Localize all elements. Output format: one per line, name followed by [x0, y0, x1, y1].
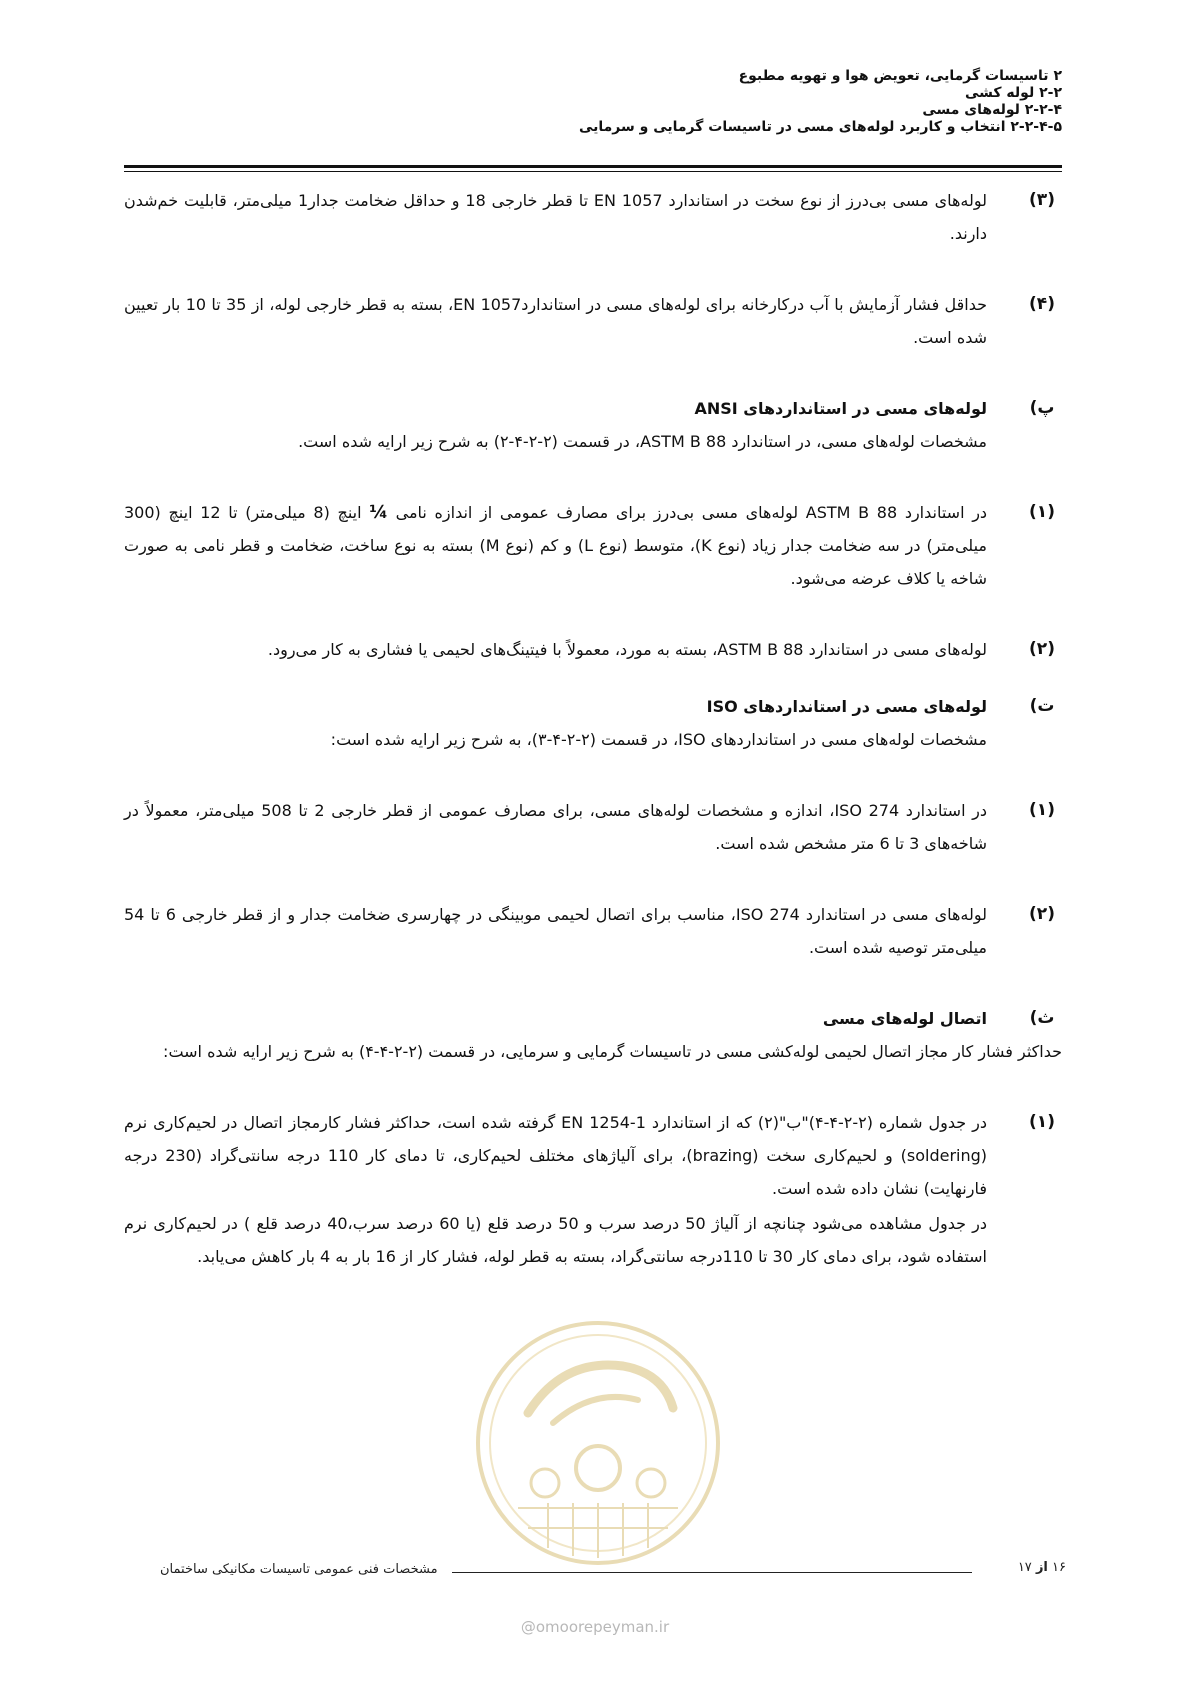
page-of-label: از: [1035, 1560, 1048, 1575]
item-text: در جدول شماره (۲-۲-۴-۴)"ب"(۲) که از استاندارد EN 1254-1 گرفته شده است، حداکثر فشار کارمجاز اتصال در لحیم‌کاری نرم (soldering) و لحیم‌کاری سخت (brazing)، برای آلیاژهای مختلف لحیم‌کاری، تا دمای کار 110 درجه سانتی‌گراد (230 درجه فارنهایت) نشان داده شده است.: [124, 1113, 988, 1198]
item-t1: [124, 794, 1062, 860]
item-note: در جدول مشاهده می‌شود چنانچه از آلیاژ 50 درصد سرب و 50 درصد قلع (یا 60 درصد سرب،40 درصد قلع ) در لحیم‌کاری نرم استفاده شود، برای دمای کار 30 تا 110درجه سانتی‌گراد، بسته به قطر لوله، فشار کار از 16 بار به 4 بار کاهش می‌یابد.: [124, 1214, 988, 1266]
item-number: (۲): [1029, 639, 1055, 659]
header-subsection: ۲-۲-۴ لوله‌های مسی: [922, 102, 1062, 118]
item-text: در استاندارد ISO 274، اندازه و مشخصات لوله‌های مسی، برای مصارف عمومی از قطر خارجی 2 تا 508 میلی‌متر، معمولاً در شاخه‌های 3 تا 6 متر مشخص شده است.: [124, 801, 988, 853]
section-letter: ت): [1029, 696, 1055, 716]
header-topic: ۲-۲-۴-۵ انتخاب و کاربرد لوله‌های مسی در تاسیسات گرمایی و سرمایی: [578, 119, 1062, 135]
item-number: (۱): [1029, 1112, 1055, 1132]
section-p: [124, 392, 1062, 458]
footer-document-title: مشخصات فنی عمومی تاسیسات مکانیکی ساختمان: [160, 1562, 438, 1577]
item-number: (۲): [1029, 904, 1055, 924]
footer-page-number: [1018, 1560, 1066, 1575]
section-intro: حداکثر فشار کار مجاز اتصال لحیمی لوله‌کشی مسی در تاسیسات گرمایی و سرمایی، در قسمت (۲-۲-۴-۴) به شرح زیر ارایه شده است:: [163, 1042, 1062, 1061]
section-title: لوله‌های مسی در استانداردهای ISO: [706, 697, 987, 716]
section-intro: مشخصات لوله‌های مسی، در استاندارد ASTM B 88، در قسمت (۲-۲-۴-۲) به شرح زیر ارایه شده است.: [298, 432, 987, 451]
item-number: (۱): [1029, 502, 1055, 522]
item-text-part-b: اینچ (8 میلی‌متر) تا 12 اینچ (300 میلی‌متر) در سه ضخامت جدار زیاد (نوع K)، متوسط (نوع L) و کم (نوع M) بسته به نوع ساخت، ضخامت و قطر نامی به صورت شاخه یا کلاف عرضه می‌شود.: [124, 503, 987, 588]
page-total: ۱۷: [1017, 1560, 1032, 1575]
section-th: [124, 1002, 1062, 1068]
section-intro: مشخصات لوله‌های مسی در استانداردهای ISO، در قسمت (۲-۲-۴-۳)، به شرح زیر ارایه شده است:: [330, 730, 987, 749]
item-text-part-a: در استاندارد ASTM B 88 لوله‌های مسی بی‌درز برای مصارف عمومی از اندازه نامی: [395, 503, 988, 522]
item-number: (۱): [1029, 800, 1055, 820]
item-text: حداقل فشار آزمایش با آب درکارخانه برای لوله‌های مسی در استانداردEN 1057، بسته به قطر خارجی لوله، از 35 تا 10 بار تعیین شده است.: [124, 295, 988, 347]
section-title: لوله‌های مسی در استانداردهای ANSI: [694, 399, 987, 418]
item-text: لوله‌های مسی در استاندارد ASTM B 88، بسته به مورد، معمولاً با فیتینگ‌های لحیمی یا فشاری به کار می‌رود.: [267, 640, 987, 659]
page-current: ۱۶: [1052, 1560, 1066, 1575]
item-text: [124, 496, 987, 595]
fraction-quarter: ¼: [369, 502, 388, 523]
item-number: (۴): [1029, 294, 1055, 314]
item-th1: [124, 1106, 1062, 1273]
item-text: لوله‌های مسی بی‌درز از نوع سخت در استاندارد EN 1057 تا قطر خارجی 18 و حداقل ضخامت جدار1 میلی‌متر، قابلیت خم‌شدن دارند.: [124, 191, 987, 243]
section-title: اتصال لوله‌های مسی: [822, 1009, 987, 1028]
section-letter: ث): [1029, 1008, 1055, 1028]
page-header: [142, 68, 1062, 136]
website-watermark: @omoorepeyman.ir: [520, 1618, 670, 1636]
item-p1: [124, 496, 1062, 595]
page-body: [124, 184, 1062, 1273]
header-rule-thin: [124, 171, 1062, 172]
item-3: [124, 184, 1062, 250]
footer-rule: [452, 1572, 972, 1573]
section-letter: پ): [1029, 398, 1055, 418]
item-p2: [124, 633, 1062, 666]
header-rule-thick: [124, 165, 1062, 168]
watermark-seal-logo: [473, 1318, 723, 1568]
section-t: [124, 690, 1062, 756]
item-t2: [124, 898, 1062, 964]
header-chapter: ۲ تاسیسات گرمایی، تعویض هوا و تهویه مطبوع: [738, 68, 1062, 84]
item-text: لوله‌های مسی در استاندارد ISO 274، مناسب برای اتصال لحیمی موبینگی در چهارسری ضخامت جدار و از قطر خارجی 6 تا 54 میلی‌متر توصیه شده است.: [124, 905, 988, 957]
header-section: ۲-۲ لوله کشی: [965, 85, 1062, 101]
item-number: (۳): [1029, 190, 1055, 210]
item-4: [124, 288, 1062, 354]
